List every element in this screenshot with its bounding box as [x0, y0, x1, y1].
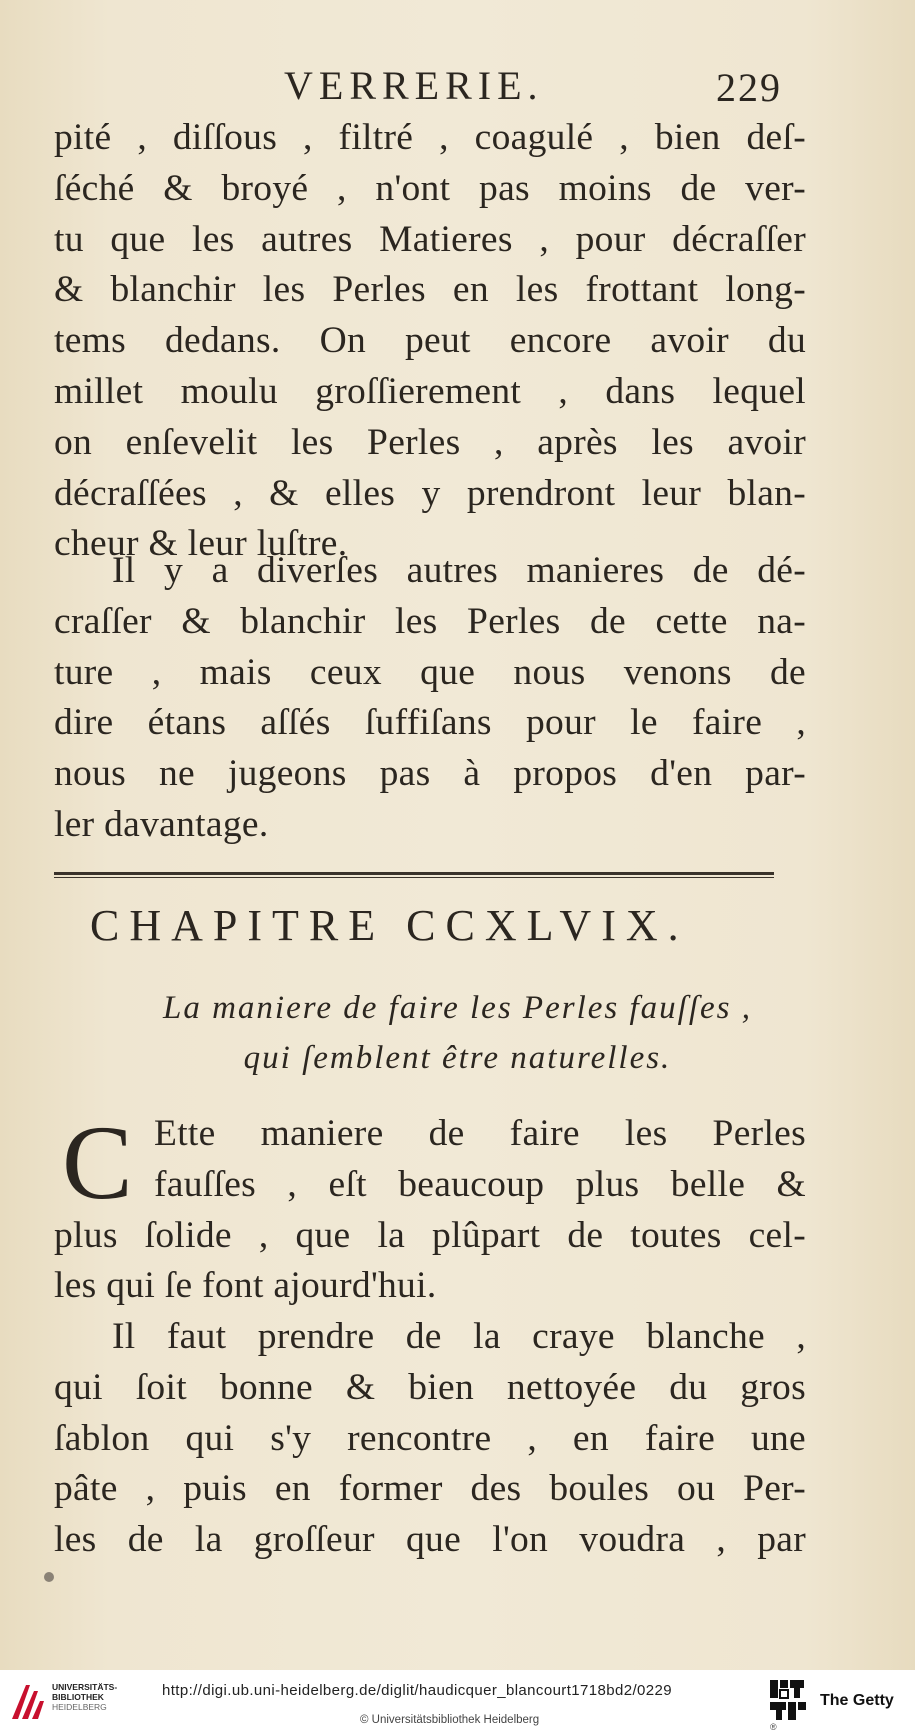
text-line: Ette maniere de faire les Perles [154, 1113, 806, 1154]
chapter-subtitle-line-2: qui ſemblent être naturelles. [243, 1040, 672, 1076]
text-line: tems dedans. On peut encore avoir du [54, 320, 806, 362]
university-library-name [52, 1682, 117, 1712]
text-line: fauſſes , eſt beaucoup plus belle & [154, 1163, 806, 1205]
drop-cap: C [62, 1104, 133, 1221]
text-line: qui ſoit bonne & bien nettoyée du gros [54, 1366, 806, 1408]
university-library-logo-icon [8, 1679, 46, 1723]
text-line: & blanchir les Perles en les frottant long- [54, 269, 806, 311]
text-line: pité , diſſous , filtré , coagulé , bien deſ- [54, 117, 806, 158]
section-rule [54, 872, 774, 878]
text-line: ture , mais ceux que nous venons de [54, 651, 806, 693]
partner-registered-mark: ® [770, 1722, 777, 1732]
text-line: millet moulu groſſierement , dans lequel [54, 370, 806, 412]
text-line: pâte , puis en former des boules ou Per- [54, 1468, 806, 1510]
paragraph-2 [54, 546, 806, 851]
library-line-2: BIBLIOTHEK [52, 1692, 104, 1702]
text-line: dire étans aſſés ſuffiſans pour le faire , [54, 702, 806, 744]
text-line: Il y a diverſes autres manieres de dé- [112, 550, 806, 591]
partner-name: The Getty [820, 1692, 894, 1709]
page-number: 229 [716, 65, 782, 110]
library-line-3: HEIDELBERG [52, 1702, 107, 1712]
text-line: on enſevelit les Perles , après les avoir [54, 421, 806, 463]
chapter-heading: CHAPITRE CCXLVIX. [90, 901, 689, 950]
text-line: décraſſées , & elles y prendront leur blan- [54, 472, 806, 514]
text-line: ſablon qui s'y rencontre , en faire une [54, 1417, 806, 1459]
viewer-footer [0, 1670, 915, 1736]
text-line: nous ne jugeons pas à propos d'en par- [54, 753, 806, 795]
paragraph-1 [54, 113, 806, 570]
paragraph-3 [54, 1104, 806, 1312]
chapter-subtitle-line-1: La maniere de faire les Perles fauſſes , [163, 990, 752, 1026]
text-line: ler davantage. [54, 803, 269, 845]
text-line: craſſer & blanchir les Perles de cette na- [54, 600, 806, 642]
text-line: les de la groſſeur que l'on voudra , par [54, 1519, 806, 1561]
paragraph-4 [54, 1312, 806, 1566]
text-line: plus ſolide , que la plûpart de toutes cel- [54, 1214, 806, 1256]
running-head-title: VERRERIE. [284, 63, 544, 108]
permalink[interactable]: http://digi.ub.uni-heidelberg.de/diglit/haudicquer_blancourt1718bd2/0229 [162, 1682, 673, 1699]
getty-logo-icon [768, 1678, 810, 1722]
text-line: tu que les autres Matieres , pour décraſſer [54, 218, 806, 260]
text-line: Il faut prendre de la craye blanche , [112, 1316, 806, 1357]
text-line: les qui ſe font ajourd'hui. [54, 1265, 437, 1307]
library-line-1: UNIVERSITÄTS- [52, 1682, 118, 1692]
printer-mark [44, 1572, 54, 1582]
text-line: ſéché & broyé , n'ont pas moins de ver- [54, 167, 806, 209]
copyright-notice: © Universitätsbibliothek Heidelberg [360, 1714, 540, 1726]
running-head [0, 62, 915, 110]
text-line: cheur & leur luſtre. [54, 523, 348, 565]
